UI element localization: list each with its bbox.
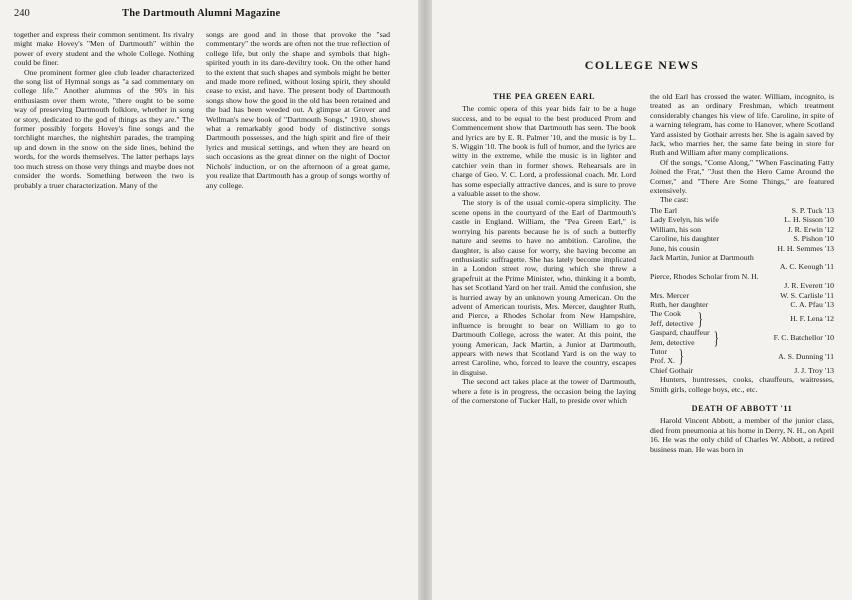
cast-brace-group — [650, 328, 834, 347]
cast-row — [650, 300, 834, 309]
cast-role: June, his cousin — [650, 243, 700, 253]
cast-role: Pierce, Rhodes Scholar from N. H. — [650, 271, 759, 281]
cast-role: Gaspard, chauffeur — [650, 328, 710, 338]
cast-role: The Cook — [650, 309, 681, 319]
left-page — [0, 0, 418, 600]
cast-row — [650, 366, 834, 375]
cast-role: Jeff, detective — [650, 318, 694, 328]
cast-row — [650, 206, 834, 215]
cast-actor: S. Pishon '10 — [793, 234, 834, 244]
section-title: COLLEGE NEWS — [584, 58, 700, 72]
running-head — [14, 8, 404, 20]
cast-role: Mrs. Mercer — [650, 290, 689, 300]
cast-brace-group — [650, 347, 834, 366]
paragraph: The second act takes place at the tower of Dartmouth, where a fete is in progress, the occasion being the laying of the cornerstone of Tucker Hall, to preside over which — [452, 377, 636, 405]
right-column-1 — [452, 92, 636, 405]
paragraph: The story is of the usual comic-opera simplicity. The scene opens in the courtyard of the Earl of Dartmouth's castle in England. William, the "Pea Green Earl," is worrying his parents because he is of such a butterfly nature and seems to have no ambition. Caroline, the daughter, is also cause for worry, she having become an enthusiastic suffragette. She has lately become implicated in a London street row, during which she threw a grapefruit at the Prime Minister, who, thinking it a bomb, has set Scotland Yard on her trail. Amid the confusion, she is hurried away by an unknown young American. On the advent of American tourists, Mrs. Mercer, daughter Ruth, and Pierce, a Rhodes Scholar from New Hampshire, influence is brought to bear on William to go to Dartmouth College, across the water. At this point, the young American, Jack Martin, a Junior at Dartmouth, appears with news that Scotland Yard is on the way to arrest Caroline, who, forced to leave the country, escapes in disguise. — [452, 198, 636, 377]
right-page — [432, 0, 852, 600]
cast-actor: H. F. Lena '12 — [790, 314, 834, 324]
left-column-2 — [206, 30, 390, 190]
cast-actor: W. S. Carlisle '11 — [780, 290, 834, 300]
paragraph: The cast: — [660, 195, 689, 205]
cast-actor: L. H. Sisson '10 — [784, 215, 834, 225]
paragraph: songs are good and in those that provoke the "sad commentary" the words are often not the true reflection of college life, but only the shape and symbols that high-spirited youth in its dare-deviltry took. On the other hand to the extent that such shapes and symbols might be better and made more refined, without losing spirit, they should cease to exist, and have. The present body of Dartmouth songs show how the good in the old has been retained and the bad has been weeded out. A glimpse at Grover and Wellman's new book of "Dartmouth Songs," 1910, shows what a remarkably good body of distinctive songs Dartmouth possesses, and the high spirit and fire of their lyrics and musical settings, and when they are heard on such occasions as the great dinner on the night of Doctor Nichols' induction, or on the afternoon of a great game, you realize that Dartmouth has a group of songs worthy of any college. — [206, 30, 390, 190]
paragraph: Of the songs, "Come Along," "When Fascinating Fatty Joined the Frat," "Just then the Hero Came Around the Corner," and "There Are Some Things," are featured extensively. — [650, 157, 834, 196]
cast-row — [650, 262, 834, 271]
magazine-title: The Dartmouth Alumni Magazine — [122, 8, 281, 19]
cast-actor: A. C. Keough '11 — [779, 262, 834, 272]
cast-role: Tutor — [650, 346, 668, 356]
cast-list — [650, 206, 834, 375]
paragraph: One prominent former glee club leader characterized the song list of Hymnal songs as "a sad commentary on college life." Another alumnus of the 90's in his enthusiasm over them wrote, "there ought to be some way of preserving Dartmouth folklore, whether in song or story, dedicated to the god of things as they are." The former possibly forgets Hovey's fine songs and the torchlight marches, the nightshirt parades, the tramping up and down in the snow on the side lines, behind the words, for the words themselves. The latter perhaps lays too much stress on those very things and maybe does not consider the words. Something between the two is probably a truer characterization. Many of the — [14, 67, 194, 190]
brace-icon: } — [678, 346, 684, 367]
cast-row — [650, 272, 834, 281]
right-column-2 — [650, 92, 834, 454]
paragraph: together and express their common sentiment. Its rivalry might make Hovey's "Men of Dartmouth" within the power of every student and the whole College. Nothing could be finer. — [14, 30, 194, 68]
cast-role: Ruth, her daughter — [650, 299, 709, 309]
cast-row — [650, 253, 834, 262]
cast-actor: S. P. Tuck '13 — [791, 205, 834, 215]
cast-actor: C. A. Pfau '13 — [790, 299, 834, 309]
page-number: 240 — [14, 8, 30, 19]
cast-role: William, his son — [650, 224, 702, 234]
cast-actor: A. S. Dunning '11 — [778, 351, 834, 361]
cast-role: Chief Gothair — [650, 365, 694, 375]
cast-role: The Earl — [650, 205, 678, 215]
cast-role: Lady Evelyn, his wife — [650, 215, 719, 225]
cast-actor: J. R. Erwin '12 — [787, 224, 834, 234]
brace-icon: } — [697, 308, 703, 329]
cast-role: Caroline, his daughter — [650, 234, 720, 244]
paragraph: Hunters, huntresses, cooks, chauffeurs, waitresses, Smith girls, college boys, etc., etc. — [650, 375, 834, 394]
article-heading: DEATH OF ABBOTT '11 — [691, 404, 793, 413]
cast-actor: F. C. Batchellor '10 — [773, 332, 834, 342]
cast-role: Jem, detective — [650, 337, 695, 347]
paragraph: the old Earl has crossed the water. William, incognito, is treated as an ordinary Freshman, which treatment considerably changes his view of life. Caroline, in spite of a warning telegram, has come to Hanover, where Scotland Yard assisted by Gothair arrests her. She is again saved by Jack, who marries her, the same fate being in store for Ruth and William after many complications. — [650, 92, 834, 158]
cast-row — [650, 291, 834, 300]
brace-icon: } — [713, 327, 719, 348]
cast-actor: J. R. Everett '10 — [784, 281, 834, 291]
book-gutter — [418, 0, 432, 600]
cast-actor: H. H. Semmes '13 — [777, 243, 834, 253]
paragraph: The comic opera of this year bids fair to be a huge success, and to be equal to the best produced Prom and Commencement show that Dartmouth has seen. The book and lyrics are by E. R. Palmer '10, and the music is by L. S. Wiggin '10. The book is full of humor, and the lyrics are witty in the extreme, while the music is in lighter and catchier vein than in former shows. Rehearsals are in charge of Geo. V. C. Lord, a professional coach. Mr. Lord has some especially attractive dances, and is sure to prove a valuable asset to the show. — [452, 104, 636, 199]
cast-row — [650, 225, 834, 234]
paragraph: Harold Vincent Abbott, a member of the junior class, died from pneumonia at his home in Derry, N. H., on April 16. He was the only child of Charles W. Abbott, a retired business man. He was born in — [650, 416, 834, 454]
cast-row — [650, 244, 834, 253]
cast-role: Jack Martin, Junior at Dartmouth — [650, 252, 754, 262]
left-column-1 — [14, 30, 194, 190]
cast-role: Prof. X. — [650, 356, 675, 366]
cast-row — [650, 234, 834, 243]
cast-row — [650, 215, 834, 224]
cast-brace-group — [650, 309, 834, 328]
article-heading: THE PEA GREEN EARL — [492, 92, 596, 101]
cast-row — [650, 281, 834, 290]
cast-actor: J. J. Troy '13 — [794, 365, 834, 375]
